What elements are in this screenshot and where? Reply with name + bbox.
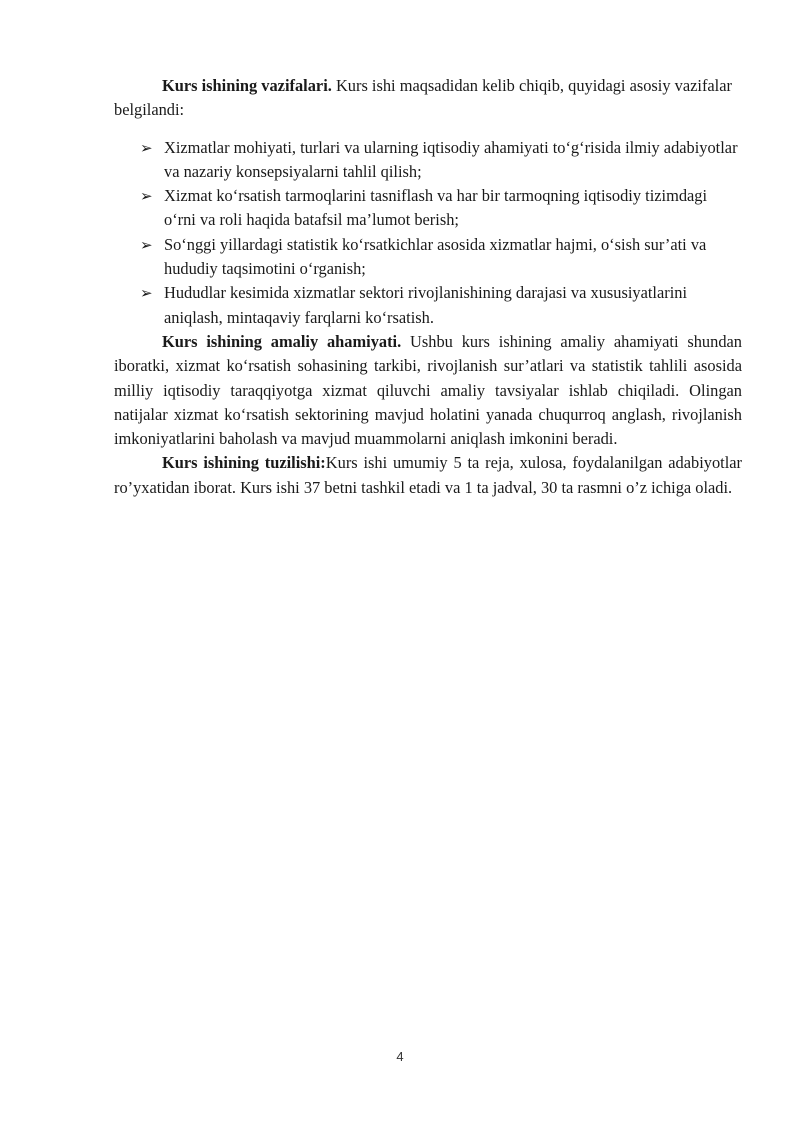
list-item xyxy=(114,184,742,233)
structure-text: Kurs ishi umumiy 5 ta reja, xulosa, foydalanilgan adabiyotlar ro’yxatidan iborat. Kurs ishi 37 betni tashkil etadi va 1 ta jadval, 30 ta rasmni o’z ichiga oladi. xyxy=(114,453,742,497)
list-item xyxy=(114,281,742,330)
list-item xyxy=(114,136,742,185)
structure-heading: Kurs ishining tuzilishi: xyxy=(162,453,326,473)
structure-paragraph xyxy=(114,451,742,500)
arrowhead-bullet-icon: ➢ xyxy=(140,284,153,303)
document-page xyxy=(114,74,742,500)
arrowhead-bullet-icon: ➢ xyxy=(140,235,153,254)
list-item-text: Xizmatlar mohiyati, turlari va ularning iqtisodiy ahamiyati to‘g‘risida ilmiy adabiyotlar va nazariy konsepsiyalarni tahlil qilish; xyxy=(164,137,738,181)
list-item-text: Xizmat ko‘rsatish tarmoqlarini tasniflash va har bir tarmoqning iqtisodiy tizimdagi o‘rni va roli haqida batafsil ma’lumot berish; xyxy=(164,186,708,230)
list-item-text: Hududlar kesimida xizmatlar sektori rivojlanishining darajasi va xususiyatlarini aniqlash, mintaqaviy farqlarni ko‘rsatish. xyxy=(164,283,688,327)
list-item xyxy=(114,233,742,282)
practical-paragraph xyxy=(114,330,742,451)
tasks-text: Kurs ishi maqsadidan kelib chiqib, quyidagi asosiy vazifalar belgilandi: xyxy=(114,76,732,120)
page-number: 4 xyxy=(396,1049,404,1064)
practical-text: Ushbu kurs ishining amaliy ahamiyati shundan iboratki, xizmat ko‘rsatish sohasining tarkibi, rivojlanish sur’atlari va statistik tahlili asosida milliy iqtisodiy taraqqiyotga xizmat qiluvchi amaliy tavsiyalar ishlab chiqiladi. Olingan natijalar xizmat ko‘rsatish sektorining mavjud holatini yanada chuqurroq anglash, rivojlanish imkoniyatlarini baholash va mavjud muammolarni aniqlash imkonini beradi. xyxy=(114,331,742,449)
practical-heading: Kurs ishining amaliy ahamiyati. xyxy=(162,331,402,351)
tasks-paragraph xyxy=(114,74,742,123)
tasks-list xyxy=(114,136,742,330)
tasks-heading: Kurs ishining vazifalari. xyxy=(162,76,332,95)
arrowhead-bullet-icon: ➢ xyxy=(140,187,153,206)
list-item-text: So‘nggi yillardagi statistik ko‘rsatkichlar asosida xizmatlar hajmi, o‘sish sur’ati va hududiy taqsimotini o‘rganish; xyxy=(164,234,707,279)
arrowhead-bullet-icon: ➢ xyxy=(140,138,153,157)
